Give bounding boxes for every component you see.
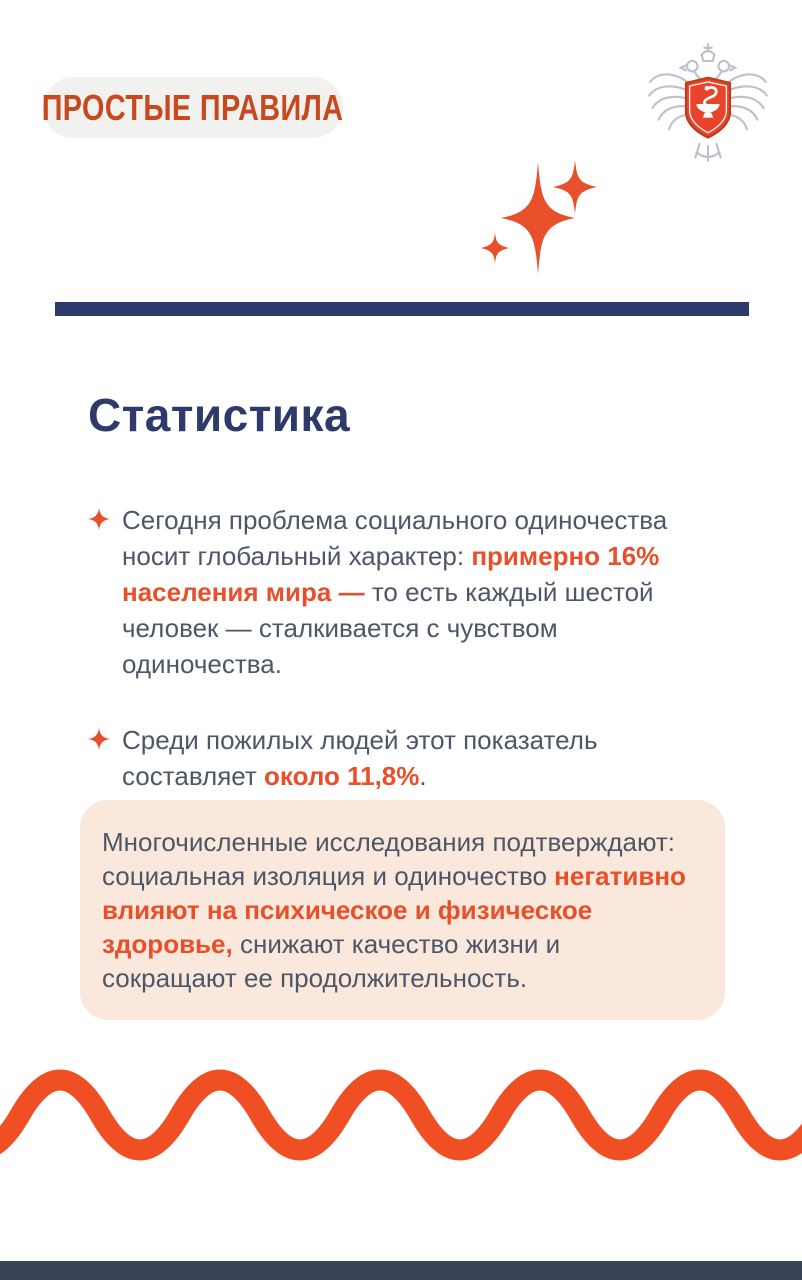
highlight-box — [80, 800, 725, 1020]
ministry-emblem — [645, 42, 771, 168]
four-point-star-icon — [88, 508, 110, 530]
wavy-line-decoration — [0, 1058, 802, 1188]
highlight-text: Многочисленные исследования подтверждают: социальная изоляция и одиночество негативно влияют на психическое и физическое здоровье, снижают качество жизни и сокращают ее продолжительность. — [102, 827, 686, 993]
brand-badge — [43, 77, 343, 138]
list-item — [88, 502, 713, 682]
bullet-list — [88, 502, 713, 834]
page-title: Статистика — [88, 389, 351, 441]
ministry-of-health-emblem-icon — [645, 42, 771, 168]
brand-badge-label: ПРОСТЫЕ ПРАВИЛА — [42, 86, 344, 128]
bullet-text: Среди пожилых людей этот показатель составляет около 11,8%. — [122, 725, 598, 791]
section-divider — [55, 302, 749, 316]
sparkles-decoration — [478, 156, 602, 280]
bullet-text: Сегодня проблема социального одиночества носит глобальный характер: примерно 16% населения мира — то есть каждый шестой человек — сталкивается с чувством одиночества. — [122, 505, 668, 679]
list-item — [88, 722, 713, 794]
sparkles-icon — [478, 156, 602, 280]
four-point-star-icon — [88, 728, 110, 750]
footer-bar — [0, 1261, 802, 1280]
